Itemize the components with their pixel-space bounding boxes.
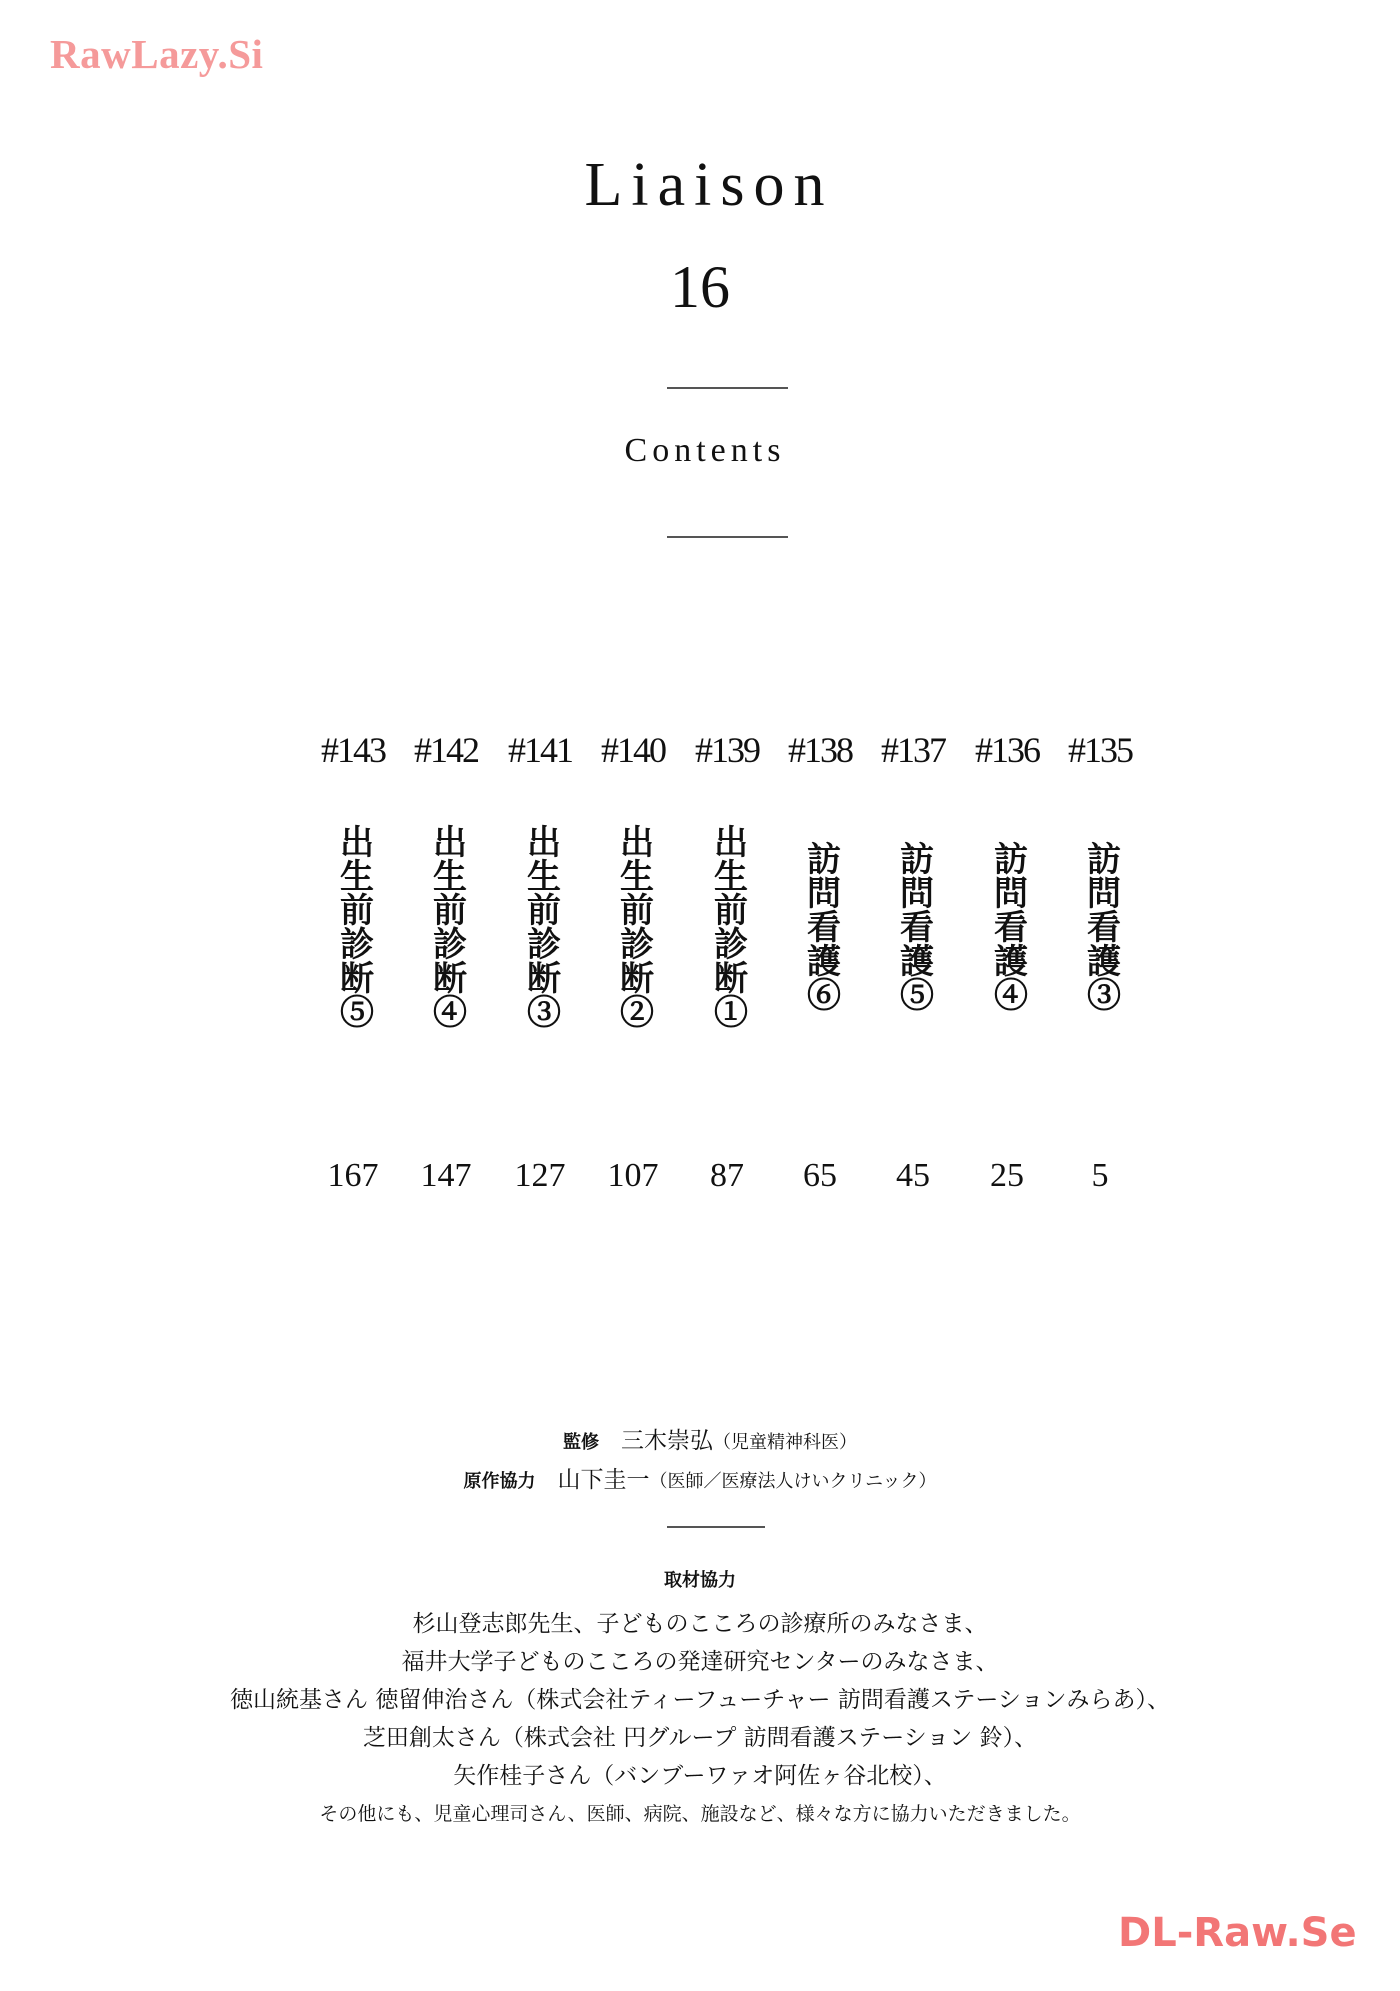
episode-title: 出生前診断③ <box>520 824 561 1028</box>
credit-role: 原作協力 <box>463 1471 536 1492</box>
watermark-top-left: RawLazy.Si <box>50 31 264 77</box>
episode-number: #136 <box>975 730 1039 770</box>
acknowledgment-line: 杉山登志郎先生、子どものこころの診療所のみなさま、 <box>412 1611 988 1637</box>
episode-number: #135 <box>1068 730 1132 770</box>
credit-affiliation: （児童精神科医） <box>713 1432 857 1453</box>
episode-title: 出生前診断⑤ <box>333 824 374 1028</box>
episode-title: 訪問看護③ <box>1080 841 1121 1011</box>
contents-heading: Contents <box>624 432 786 469</box>
credit-role: 監修 <box>563 1432 599 1453</box>
page-number: 147 <box>420 1157 472 1194</box>
episode-number: #143 <box>321 730 385 770</box>
page-number: 25 <box>990 1157 1024 1194</box>
page-number: 45 <box>896 1157 930 1194</box>
episode-title: 訪問看護⑥ <box>800 841 841 1011</box>
divider-credits <box>667 1526 765 1528</box>
toc-entry[interactable] <box>586 728 680 1046</box>
episode-number: #138 <box>788 730 852 770</box>
toc-entry[interactable] <box>866 728 960 1046</box>
toc-entry[interactable] <box>960 728 1054 1046</box>
page-number: 5 <box>1091 1157 1109 1194</box>
episode-title: 訪問看護⑤ <box>893 841 934 1011</box>
acknowledgment-line: 徳山統基さん 徳留伸治さん（株式会社ティーフューチャー 訪問看護ステーションみらあ）、 <box>230 1687 1170 1713</box>
episode-number: #140 <box>601 730 665 770</box>
acknowledgment-line: 矢作桂子さん（バンブーワァオ阿佐ヶ谷北校）、 <box>453 1763 947 1789</box>
toc-entry[interactable] <box>399 728 493 1046</box>
page-number: 127 <box>514 1157 566 1194</box>
volume-number: 16 <box>670 254 730 320</box>
acknowledgment-line: その他にも、児童心理司さん、医師、病院、施設など、様々な方に協力いただきました。 <box>319 1803 1081 1825</box>
page-number: 87 <box>710 1157 744 1194</box>
episode-number: #142 <box>414 730 478 770</box>
episode-title: 出生前診断④ <box>426 824 467 1028</box>
episode-title: 訪問看護④ <box>987 841 1028 1011</box>
episode-title: 出生前診断② <box>613 824 654 1028</box>
toc-entry[interactable] <box>773 728 867 1046</box>
research-cooperation-heading: 取材協力 <box>664 1570 736 1591</box>
book-title: Liaison <box>584 151 834 219</box>
divider-top <box>667 387 788 389</box>
research-cooperation-list <box>0 1605 1400 1833</box>
credit-affiliation: （医師／医療法人けいクリニック） <box>649 1471 937 1492</box>
toc-entry[interactable] <box>306 728 400 1046</box>
page-number: 65 <box>803 1157 837 1194</box>
episode-number: #137 <box>881 730 945 770</box>
episode-title: 出生前診断① <box>707 824 748 1028</box>
toc-entry[interactable] <box>680 728 774 1046</box>
table-of-contents <box>306 728 1146 1208</box>
episode-number: #139 <box>695 730 759 770</box>
credit-original-cooperation <box>0 1467 1400 1495</box>
acknowledgment-line: 福井大学子どものこころの発達研究センターのみなさま、 <box>401 1649 999 1675</box>
episode-number: #141 <box>508 730 572 770</box>
credit-name: 山下圭一 <box>557 1467 650 1493</box>
toc-entry[interactable] <box>493 728 587 1046</box>
credit-name: 三木崇弘 <box>621 1428 713 1454</box>
watermark-bottom-right: DL-Raw.Se <box>1118 1910 1357 1956</box>
page-number: 107 <box>607 1157 659 1194</box>
credit-supervision <box>10 1428 1400 1456</box>
divider-contents <box>667 536 788 538</box>
toc-entry[interactable] <box>1053 728 1147 1046</box>
page-number: 167 <box>327 1157 379 1194</box>
acknowledgment-line: 芝田創太さん（株式会社 円グループ 訪問看護ステーション 鈴）、 <box>362 1725 1038 1751</box>
